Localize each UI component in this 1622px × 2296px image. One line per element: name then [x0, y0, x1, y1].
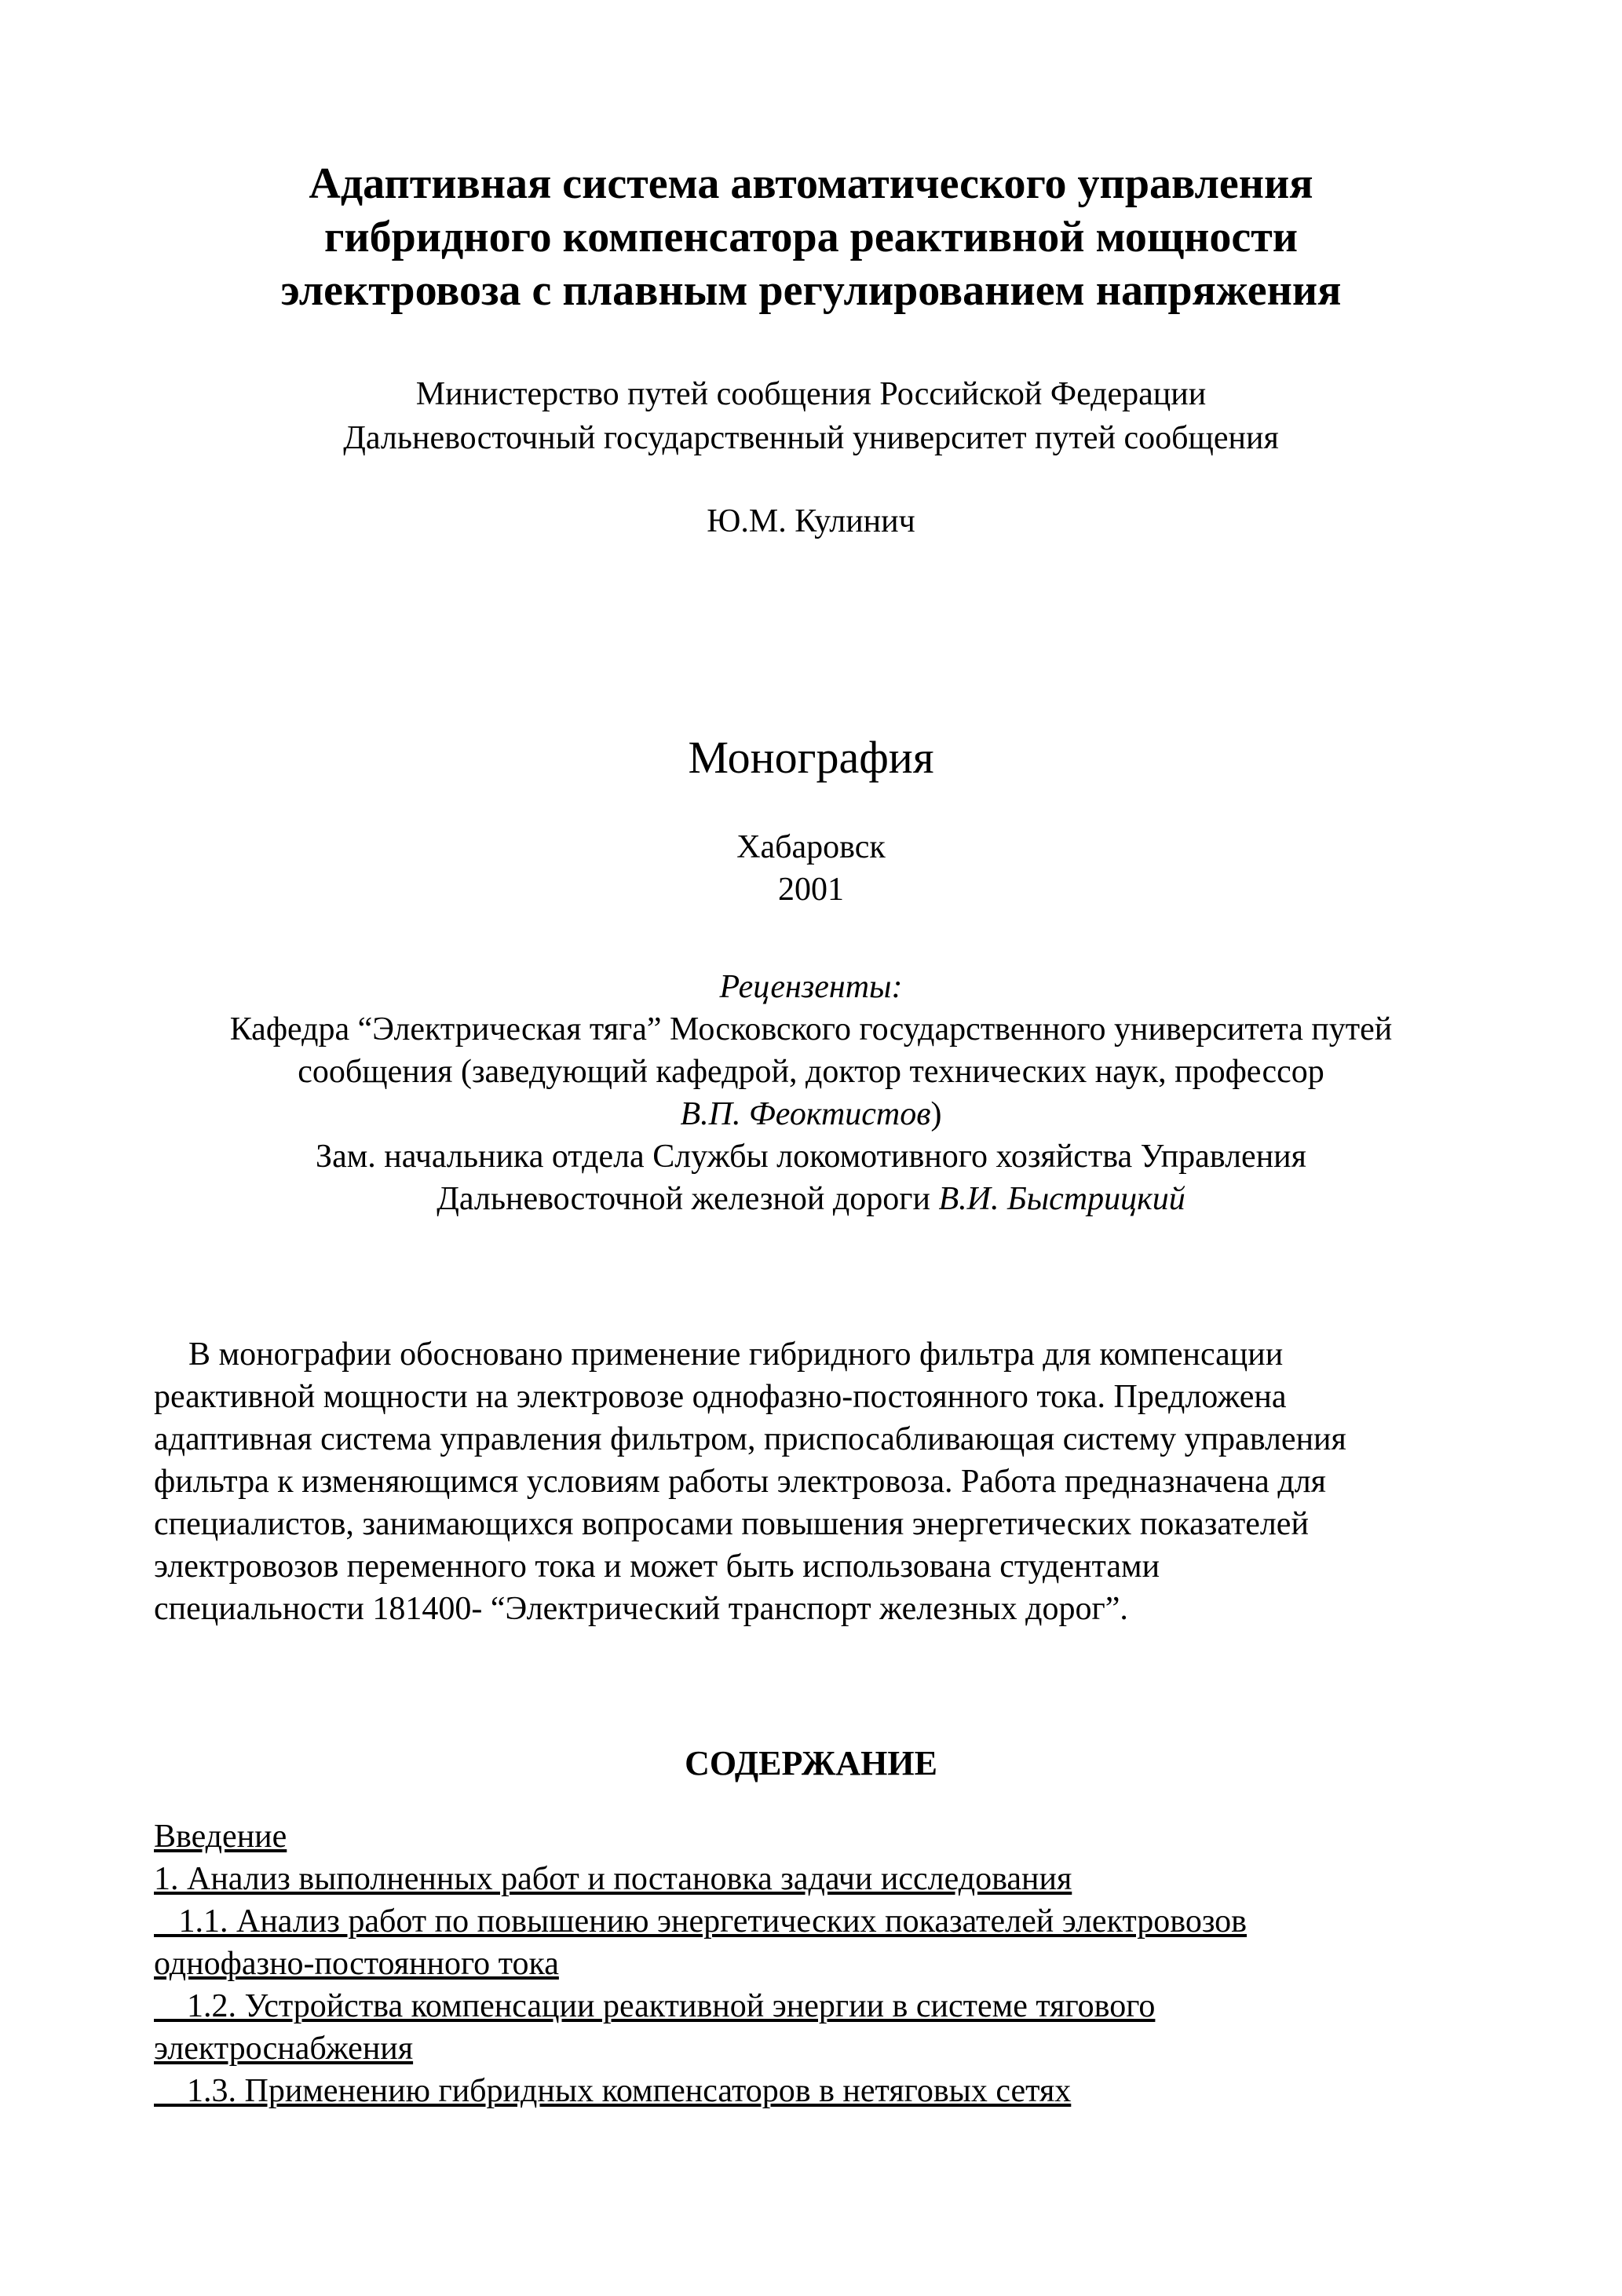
toc-link-chapter-1[interactable]: 1. Анализ выполненных работ и постановка задачи исследования [154, 1861, 1072, 1897]
reviewer-line [0, 1093, 1622, 1135]
toc-link-section-1-1-cont[interactable]: однофазно-постоянного тока [154, 1946, 559, 1982]
genre-label: Монография [688, 732, 934, 783]
organization-line: Министерство путей сообщения Российской Федерации [415, 376, 1207, 412]
author: Ю.М. Кулинич [707, 503, 915, 539]
reviewer-line: Кафедра “Электрическая тяга” Московского государственного университета путей [229, 1011, 1393, 1047]
publication-place [0, 826, 1622, 911]
abstract-line: адаптивная система управления фильтром, приспосабливающая систему управления [154, 1421, 1346, 1457]
organization [0, 372, 1622, 460]
reviewer-line-suffix: ) [930, 1096, 942, 1132]
abstract [154, 1333, 1489, 1630]
title-line: гибридного компенсатора реактивной мощности [323, 213, 1299, 261]
abstract-line: В монографии обосновано применение гибридного фильтра для компенсации [188, 1336, 1284, 1373]
toc-link-section-1-2-cont[interactable]: электроснабжения [154, 2031, 414, 2067]
toc-link-section-1-2[interactable]: 1.2. Устройства компенсации реактивной энергии в системе тягового [154, 1988, 1156, 2024]
abstract-line: специальности 181400- “Электрический транспорт железных дорог”. [154, 1591, 1128, 1627]
reviewer-line-prefix: Дальневосточной железной дороги [437, 1181, 939, 1217]
abstract-line: электровозов переменного тока и может быть использована студентами [154, 1548, 1160, 1585]
reviewers-block [0, 966, 1622, 1220]
abstract-line: специалистов, занимающихся вопросами повышения энергетических показателей [154, 1506, 1309, 1542]
document-title [0, 157, 1622, 317]
toc-heading: СОДЕРЖАНИЕ [685, 1744, 937, 1782]
table-of-contents [154, 1815, 1489, 2112]
toc-link-section-1-3[interactable]: 1.3. Применению гибридных компенсаторов в нетяговых сетях [154, 2073, 1072, 2109]
reviewer-line: сообщения (заведующий кафедрой, доктор технических наук, профессор [298, 1054, 1324, 1090]
toc-link-section-1-1[interactable]: 1.1. Анализ работ по повышению энергетических показателей электровозов [154, 1903, 1248, 1940]
reviewer-line: Зам. начальника отдела Службы локомотивного хозяйства Управления [316, 1139, 1306, 1175]
reviewer-name: В.И. Быстрицкий [938, 1181, 1185, 1217]
year: 2001 [778, 872, 844, 908]
abstract-line: реактивной мощности на электровозе однофазно-постоянного тока. Предложена [154, 1379, 1287, 1415]
city: Хабаровск [736, 829, 886, 865]
reviewer-name: В.П. Феоктистов [680, 1096, 931, 1132]
abstract-line: фильтра к изменяющимся условиям работы электровоза. Работа предназначена для [154, 1464, 1326, 1500]
reviewer-line [0, 1178, 1622, 1220]
title-line: электровоза с плавным регулированием напряжения [280, 266, 1342, 315]
reviewers-heading: Рецензенты: [719, 969, 903, 1005]
title-line: Адаптивная система автоматического управления [309, 159, 1313, 208]
toc-link-introduction[interactable]: Введение [154, 1819, 287, 1855]
organization-line: Дальневосточный государственный университет путей сообщения [343, 420, 1279, 456]
